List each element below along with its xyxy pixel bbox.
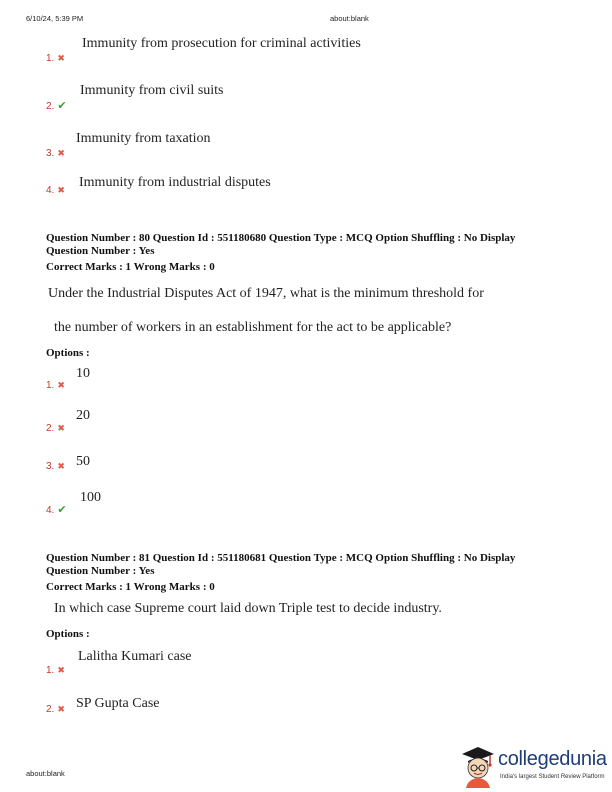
options-label: Options : bbox=[46, 347, 90, 359]
option-marker: 1. ✖ bbox=[46, 380, 65, 391]
option-marker: 3. ✖ bbox=[46, 148, 65, 159]
option-text: Immunity from civil suits bbox=[80, 83, 224, 98]
option-text: Immunity from prosecution for criminal activities bbox=[82, 36, 361, 51]
check-icon: ✔ bbox=[57, 99, 67, 112]
option-marker: 2. ✖ bbox=[46, 423, 65, 434]
collegedunia-logo bbox=[458, 744, 608, 788]
option-marker: 1. ✖ bbox=[46, 53, 65, 64]
option-text: Immunity from taxation bbox=[76, 131, 211, 146]
question-text: In which case Supreme court laid down Triple test to decide industry. bbox=[54, 601, 442, 616]
option-text: 20 bbox=[76, 408, 90, 423]
marks-info: Correct Marks : 1 Wrong Marks : 0 bbox=[46, 261, 215, 273]
option-marker: 1. ✖ bbox=[46, 665, 65, 676]
logo-tagline: India's largest Student Review Platform bbox=[500, 774, 605, 780]
question-meta: Question Number : 80 Question Id : 551180680 Question Type : MCQ Option Shuffling : No Display bbox=[46, 232, 516, 244]
wrong-icon: ✖ bbox=[57, 149, 65, 159]
print-datetime: 6/10/24, 5:39 PM bbox=[26, 14, 84, 23]
check-icon: ✔ bbox=[57, 503, 67, 516]
option-marker: 3. ✖ bbox=[46, 461, 65, 472]
option-text: 10 bbox=[76, 366, 90, 381]
options-label: Options : bbox=[46, 628, 90, 640]
question-meta: Question Number : Yes bbox=[46, 245, 155, 257]
option-marker: 4. ✖ bbox=[46, 185, 65, 196]
option-text: 100 bbox=[80, 490, 101, 505]
mascot-icon bbox=[458, 744, 498, 788]
logo-wordmark: collegedunia bbox=[498, 748, 607, 770]
option-text: SP Gupta Case bbox=[76, 696, 160, 711]
wrong-icon: ✖ bbox=[57, 666, 65, 676]
option-text: Lalitha Kumari case bbox=[78, 649, 192, 664]
wrong-icon: ✖ bbox=[57, 424, 65, 434]
print-title: about:blank bbox=[330, 14, 369, 23]
wrong-icon: ✖ bbox=[57, 186, 65, 196]
wrong-icon: ✖ bbox=[57, 381, 65, 391]
option-marker: 2. ✔ bbox=[46, 99, 67, 112]
print-footer-url: about:blank bbox=[26, 769, 65, 778]
option-text: 50 bbox=[76, 454, 90, 469]
wrong-icon: ✖ bbox=[57, 54, 65, 64]
option-text: Immunity from industrial disputes bbox=[79, 175, 271, 190]
option-marker: 4. ✔ bbox=[46, 503, 67, 516]
wrong-icon: ✖ bbox=[57, 462, 65, 472]
option-marker: 2. ✖ bbox=[46, 704, 65, 715]
marks-info: Correct Marks : 1 Wrong Marks : 0 bbox=[46, 581, 215, 593]
wrong-icon: ✖ bbox=[57, 705, 65, 715]
question-meta: Question Number : Yes bbox=[46, 565, 155, 577]
question-text: Under the Industrial Disputes Act of 1947, what is the minimum threshold for bbox=[48, 286, 484, 301]
question-text: the number of workers in an establishment for the act to be applicable? bbox=[54, 320, 452, 335]
question-meta: Question Number : 81 Question Id : 551180681 Question Type : MCQ Option Shuffling : No Display bbox=[46, 552, 516, 564]
